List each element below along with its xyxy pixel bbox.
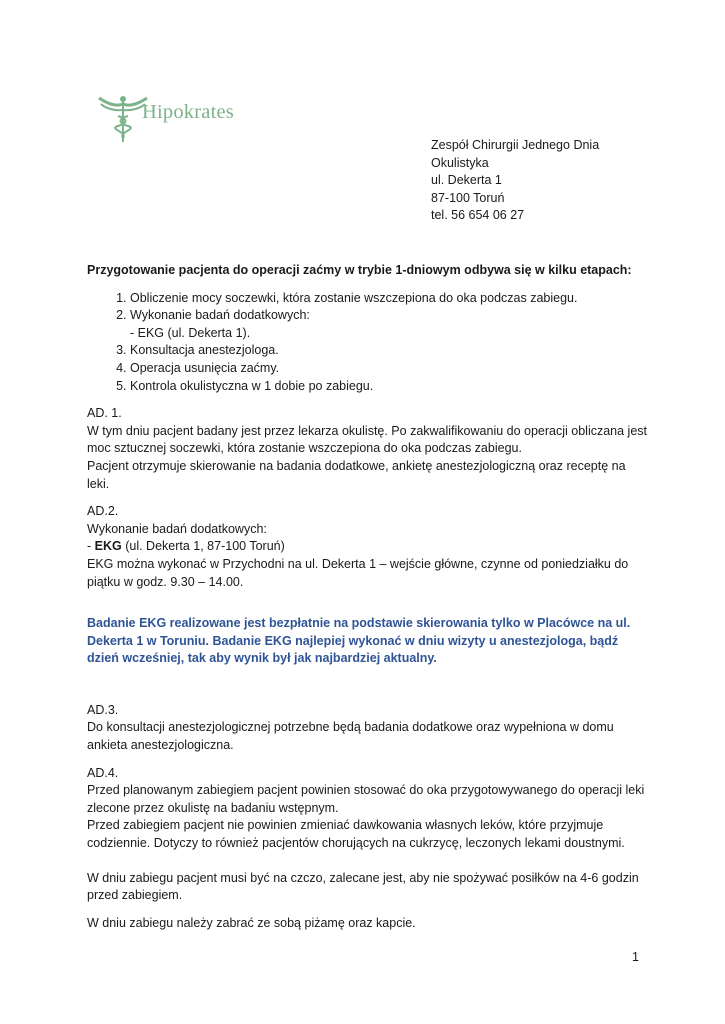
list-item: 5. Kontrola okulistyczna w 1 dobie po zabiegu. bbox=[130, 378, 647, 396]
section-ad3 bbox=[87, 702, 647, 755]
section-title: AD.4. bbox=[87, 765, 119, 780]
phone-line: tel. 56 654 06 27 bbox=[431, 208, 525, 223]
section-title: AD. 1. bbox=[87, 406, 122, 421]
list-item: 4. Operacja usunięcia zaćmy. bbox=[130, 360, 647, 378]
section-text: Wykonanie badań dodatkowych: bbox=[87, 521, 267, 536]
section-text: EKG można wykonać w Przychodni na ul. Dekerta 1 – wejście główne, czynne od poniedziałku do piątku w godz. 9.30 – 14.00. bbox=[87, 556, 629, 589]
bring-note: W dniu zabiegu należy zabrać ze sobą piżamę oraz kapcie. bbox=[87, 915, 416, 930]
section-text: W tym dniu pacjent badany jest przez lekarza okulistę. Po zakwalifikowaniu do operacji obliczana jest moc sztucznej soczewki, która zostanie wszczepiona do oka podczas zabiegu. bbox=[87, 423, 648, 456]
section-title: AD.3. bbox=[87, 702, 119, 717]
ekg-label: EKG bbox=[94, 539, 122, 554]
section-ad1 bbox=[87, 405, 647, 493]
fasting-note: W dniu zabiegu pacjent musi być na czczo, zalecane jest, aby nie spożywać posiłków na 4-6 godzin przed zabiegiem. bbox=[87, 870, 639, 903]
address-line: ul. Dekerta 1 bbox=[431, 173, 502, 188]
section-text: Przed planowanym zabiegiem pacjent powinien stosować do oka przygotowywanego do operacji leki zlecone przez okulistę na badaniu wstępnym. bbox=[87, 783, 645, 815]
list-item: 2. Wykonanie badań dodatkowych: - EKG (ul. Dekerta 1). bbox=[130, 307, 647, 342]
address-line: Okulistyka bbox=[431, 155, 489, 170]
section-ad4 bbox=[87, 765, 647, 853]
document-heading: Przygotowanie pacjenta do operacji zaćmy w trybie 1-dniowym odbywa się w kilku etapach: bbox=[87, 263, 632, 277]
list-item: 1. Obliczenie mocy soczewki, która zostanie wszczepiona do oka podczas zabiegu. bbox=[130, 290, 647, 308]
section-ad2 bbox=[87, 503, 647, 591]
logo-text: Hipokrates bbox=[142, 101, 234, 123]
step-sub-item: - EKG (ul. Dekerta 1). bbox=[130, 325, 251, 340]
ekg-line: - EKG (ul. Dekerta 1, 87-100 Toruń) bbox=[87, 539, 285, 554]
address-line: 87-100 Toruń bbox=[431, 190, 505, 205]
clinic-address bbox=[431, 137, 599, 225]
steps-list bbox=[87, 290, 647, 396]
section-text: Przed zabiegiem pacjent nie powinien zmieniać dawkowania własnych leków, które przyjmuje codziennie. Dotyczy to również pacjentów chorujących na cukrzycę, leczonych lekami doustnymi. bbox=[87, 818, 625, 851]
address-line: Zespół Chirurgii Jednego Dnia bbox=[431, 138, 600, 152]
section-text: Do konsultacji anestezjologicznej potrzebne będą badania dodatkowe oraz wypełniona w domu ankieta anestezjologiczna. bbox=[87, 720, 614, 753]
list-item: 3. Konsultacja anestezjologa. bbox=[130, 342, 647, 360]
ekg-highlight-note: Badanie EKG realizowane jest bezpłatnie na podstawie skierowania tylko w Placówce na ul. Dekerta 1 w Toruniu. Badanie EKG najlepiej wykonać w dniu wizyty u anestezjologa, bądź dzień wcześniej, tak aby wynik był jak najbardziej aktualny. bbox=[87, 616, 631, 666]
hipokrates-logo bbox=[96, 94, 246, 142]
section-title: AD.2. bbox=[87, 504, 119, 519]
document-body bbox=[87, 262, 647, 942]
page-number: 1 bbox=[632, 950, 639, 964]
section-text: Pacjent otrzymuje skierowanie na badania dodatkowe, ankietę anestezjologiczną oraz receptę na leki. bbox=[87, 458, 626, 491]
